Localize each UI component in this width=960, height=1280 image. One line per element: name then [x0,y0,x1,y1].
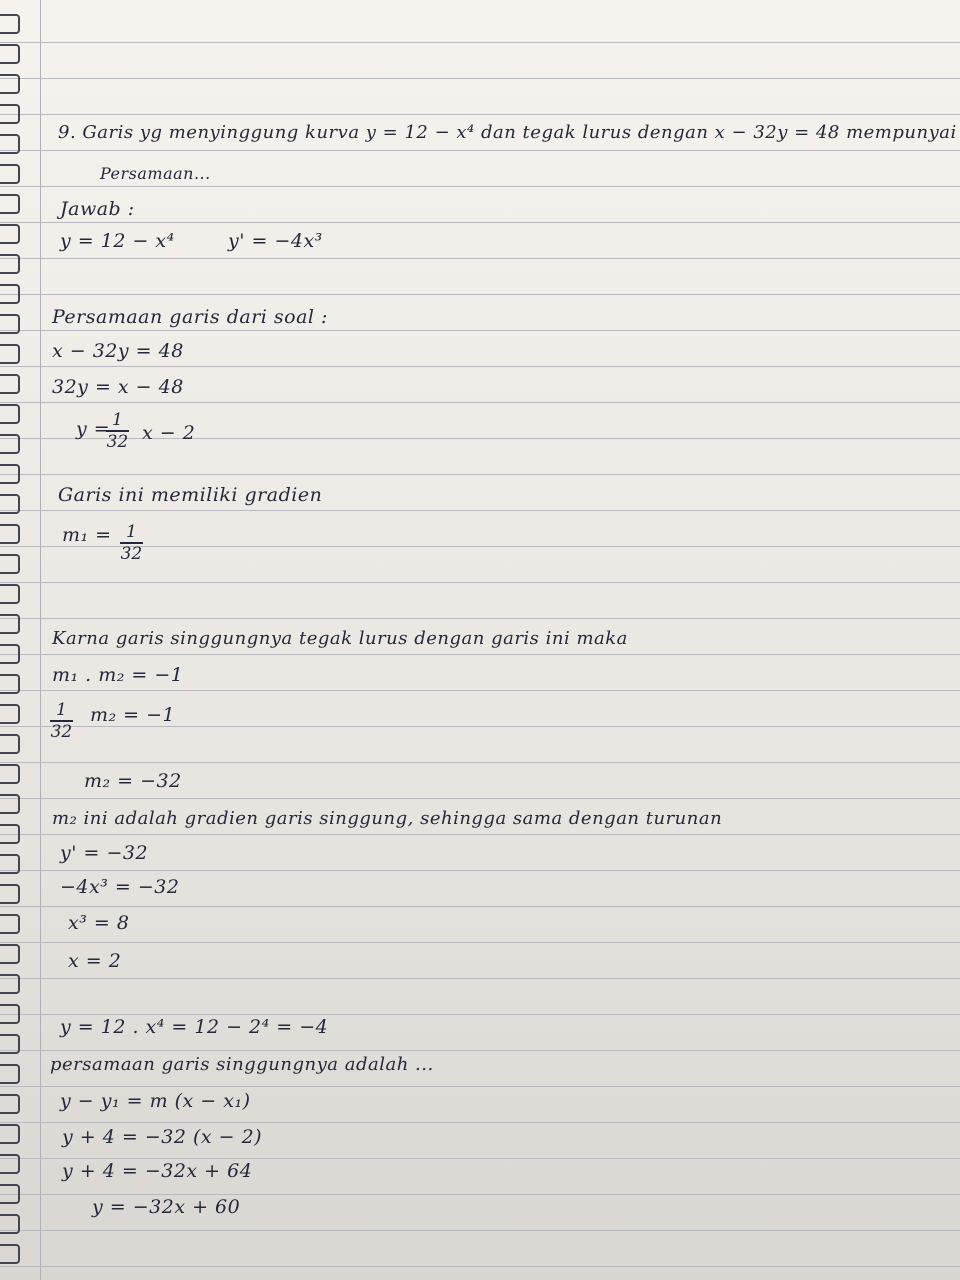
final-answer: y = −32x + 60 [92,1196,241,1218]
equation-3-prefix: y = [76,418,111,440]
ruled-line [0,1230,960,1231]
binding-hole [0,404,20,424]
fraction-denominator: 32 [50,722,73,742]
binding-hole [0,74,20,94]
persamaan-soal-heading: Persamaan garis dari soal : [52,306,328,328]
binding-hole [0,734,20,754]
ruled-line [0,654,960,655]
binding-hole [0,644,20,664]
ruled-line [0,1194,960,1195]
m1-m2-product: m₁ . m₂ = −1 [52,664,184,686]
ruled-line [0,762,960,763]
binding-hole [0,944,20,964]
ruled-line [0,618,960,619]
karna-statement: Karna garis singgungnya tegak lurus dengan garis ini maka [52,628,628,649]
ruled-line [0,294,960,295]
expanded-equation: y + 4 = −32x + 64 [62,1160,253,1182]
binding-hole [0,1034,20,1054]
ruled-line [0,330,960,331]
ruled-line [0,1266,960,1267]
ruled-line [0,978,960,979]
ruled-line [0,222,960,223]
binding-hole [0,1064,20,1084]
fraction-m2-equation: m₂ = −1 [90,704,176,726]
binding-hole [0,584,20,604]
binding-hole [0,1214,20,1234]
x-value: x = 2 [68,950,122,972]
binding-hole [0,1004,20,1024]
fraction-m1 [120,522,143,564]
gradien-statement: Garis ini memiliki gradien [58,484,323,506]
ruled-line [0,1014,960,1015]
binding-hole [0,974,20,994]
ruled-line [0,78,960,79]
binding-hole [0,1094,20,1114]
ruled-line [0,510,960,511]
binding-hole [0,434,20,454]
binding-hole [0,1124,20,1144]
binding-hole [0,704,20,724]
equation-1: x − 32y = 48 [52,340,184,362]
binding-hole [0,824,20,844]
ruled-line [0,690,960,691]
jawab-label: Jawab : [60,198,135,220]
y-prime-equation: y' = −32 [60,842,149,864]
ruled-line [0,798,960,799]
binding-hole [0,314,20,334]
problem-line-2: Persamaan... [100,164,211,183]
ruled-line [0,1122,960,1123]
binding-hole [0,614,20,634]
fraction-numerator: 1 [120,522,143,544]
ruled-line [0,726,960,727]
binding-hole [0,224,20,244]
binding-hole [0,524,20,544]
equation-2: 32y = x − 48 [52,376,184,398]
ruled-line [0,1158,960,1159]
margin-line [40,0,41,1280]
binding-hole [0,494,20,514]
binding-hole [0,764,20,784]
fraction-1-over-32 [106,410,129,452]
binding-hole [0,134,20,154]
binding-hole [0,164,20,184]
fraction-numerator: 1 [50,700,73,722]
ruled-line [0,366,960,367]
ruled-line [0,942,960,943]
ruled-line [0,1086,960,1087]
m2-value: m₂ = −32 [84,770,182,792]
binding-hole [0,554,20,574]
ruled-line [0,150,960,151]
binding-hole [0,794,20,814]
y-calculation: y = 12 . x⁴ = 12 − 2⁴ = −4 [60,1016,329,1038]
fraction-denominator: 32 [106,432,129,452]
ruled-line [0,582,960,583]
binding-hole [0,44,20,64]
ruled-line [0,402,960,403]
point-slope-formula: y − y₁ = m (x − x₁) [60,1090,251,1112]
fraction-numerator: 1 [106,410,129,432]
ruled-line [0,474,960,475]
binding-hole [0,854,20,874]
ruled-line [0,258,960,259]
equation-3-suffix: x − 2 [142,422,196,444]
ruled-line [0,1050,960,1051]
binding-hole [0,674,20,694]
point-slope-substituted: y + 4 = −32 (x − 2) [62,1126,263,1148]
binding-hole [0,374,20,394]
binding-hole [0,194,20,214]
binding-hole [0,884,20,904]
ruled-line [0,546,960,547]
m1-prefix: m₁ = [62,524,112,546]
persamaan-singgung-heading: persamaan garis singgungnya adalah ... [50,1054,434,1075]
problem-line-1: 9. Garis yg menyinggung kurva y = 12 − x⁴ dan tegak lurus dengan x − 32y = 48 mempunyai [58,122,957,143]
fraction-denominator: 32 [120,544,143,564]
binding-hole [0,1184,20,1204]
binding-hole [0,284,20,304]
binding-hole [0,464,20,484]
derivative-y: y' = −4x³ [228,230,323,252]
binding-hole [0,14,20,34]
ruled-line [0,42,960,43]
ruled-line [0,870,960,871]
x-cubed-equation: x³ = 8 [68,912,130,934]
binding-hole [0,104,20,124]
ruled-line [0,834,960,835]
binding-hole [0,914,20,934]
binding-hole [0,344,20,364]
binding-hole [0,1244,20,1264]
binding-hole [0,1154,20,1174]
ruled-line [0,186,960,187]
neg4x3-equation: −4x³ = −32 [60,876,180,898]
binding-hole [0,254,20,274]
fraction-m2 [50,700,73,742]
function-y: y = 12 − x⁴ [60,230,175,252]
ruled-line [0,114,960,115]
ruled-line [0,906,960,907]
m2-statement: m₂ ini adalah gradien garis singgung, sehingga sama dengan turunan [52,808,723,829]
